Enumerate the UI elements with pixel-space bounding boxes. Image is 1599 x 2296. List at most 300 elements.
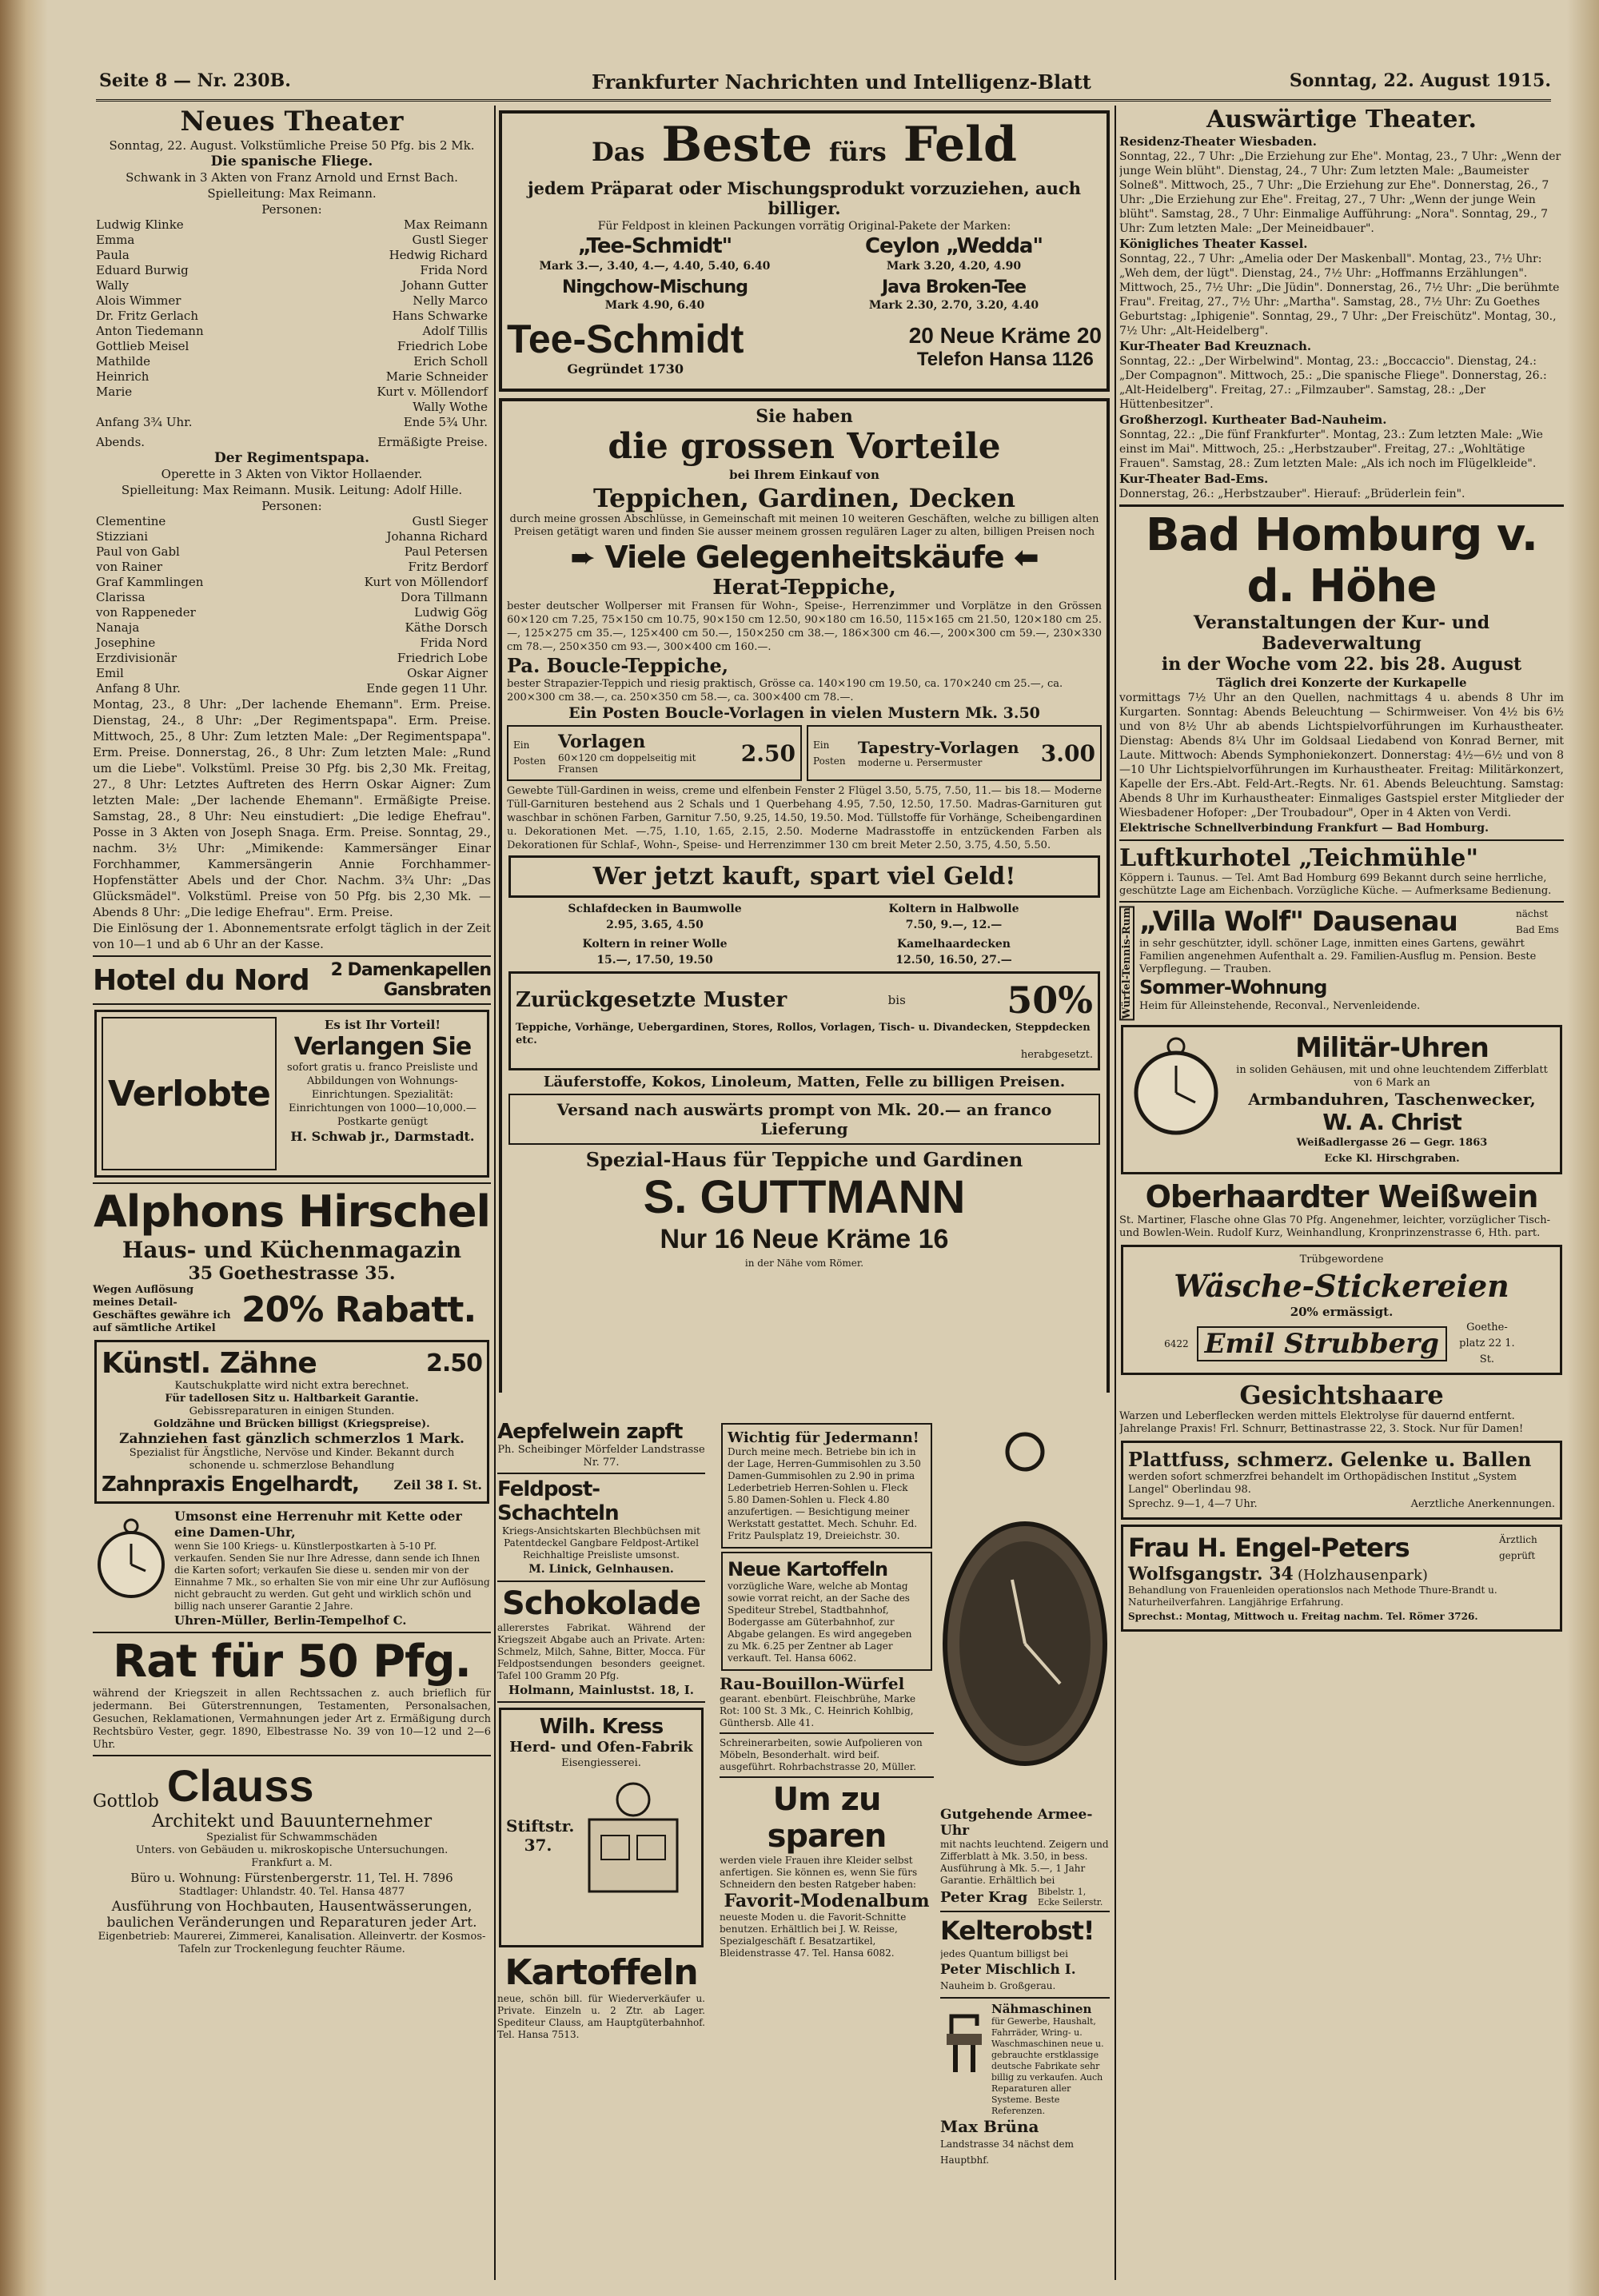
ad-subtitle: jedem Präparat oder Mischungsprodukt vorzuziehen, auch billiger.: [528, 178, 1081, 218]
cast-row: [93, 575, 491, 590]
ad-line: Heim für Alleinstehende, Reconval., Nervenleidende.: [1139, 1000, 1421, 1012]
actor-name: Ludwig Gög: [414, 605, 488, 620]
theater-head: Residenz-Theater Wiesbaden.: [1119, 134, 1317, 149]
ad-title: Tee-Schmidt: [507, 317, 744, 361]
ad-title: Clauss: [166, 1760, 314, 1811]
ad-line: Armbanduhren, Taschenwecker,: [1248, 1090, 1536, 1110]
ad-line: Zahnziehen fast gänzlich schmerzlos 1 Mark.: [119, 1431, 465, 1447]
ad-line: Frankfurt a. M.: [251, 1857, 333, 1869]
homburg-subtitle: Veranstaltungen der Kur- und Badeverwaltung: [1193, 612, 1490, 654]
homburg-week: in der Woche vom 22. bis 28. August: [1161, 654, 1522, 675]
offer-label: Ein Posten: [513, 739, 546, 767]
rat-title: Rat für 50 Pfg.: [113, 1636, 471, 1688]
role-name: Dr. Fritz Gerlach: [96, 309, 198, 323]
tapestry-offer: [807, 725, 1102, 781]
issue-date: Sonntag, 22. August 1915.: [1289, 70, 1551, 91]
ad-line: 20% ermässigt.: [1290, 1305, 1394, 1320]
role-name: Ludwig Klinke: [96, 217, 184, 232]
gardinen-prices: Gewebte Tüll-Gardinen in weiss, creme und elfenbein Fenster 2 Flügel 3.50, 5.75, 7.50, 11.— bis 18.— Moderne Tüll-Garnituren bestehend aus 2 Schals und 1 Querbehang 4.95, 7.50, 12.50, 17.50. Madras-Garnituren gut waschbar in schönen Farben, Garnitur 7.50, 9.25, 14.50, 19.50. Mod. Tüllstoffe für Vorhänge, Scheibengardinen u. Dekorationen Met. —.75, 1.10, 1.65, 2.15, 2.50. Moderne Madrasstoffe in entzückenden Farben als Dekorationen für Schlaf-, Wohn-, Speise- und Herrenzimmer 130 cm breit Meter 2.50, 3.75, 4.50, 5.50.: [507, 785, 1102, 851]
ad-ref: 6422: [1164, 1338, 1189, 1350]
column-middle-c: [940, 1420, 1110, 2280]
ad-line: bei Ihrem Einkauf von: [729, 468, 879, 482]
muster-title: Zurückgesetzte Muster: [516, 988, 788, 1012]
actor-name: Wally Wothe: [413, 400, 488, 414]
rabatt-text: 20% Rabatt.: [241, 1289, 477, 1330]
ad-line: Trübgewordene: [1299, 1254, 1384, 1266]
cast-row: [93, 544, 491, 560]
book-spine: [0, 0, 48, 2296]
cast-heading: Personen:: [261, 499, 322, 513]
blanket-name: Kamelhaardecken: [897, 938, 1011, 951]
ad-address: Ecke Kl. Hirschgraben.: [1324, 1153, 1460, 1166]
column-right: [1119, 106, 1564, 2280]
column-middle-a: [497, 1420, 705, 2280]
cast-row: [93, 263, 491, 278]
actor-name: Käthe Dorsch: [405, 620, 488, 635]
sewing-machine-icon: [940, 2002, 988, 2074]
muster-box: [508, 971, 1100, 1070]
ad-firm: Emil Strubberg: [1197, 1326, 1447, 1361]
favorit-title: Favorit-Modenalbum: [724, 1891, 930, 1911]
ad-line: Kautschukplatte wird nicht extra berechnet.: [174, 1380, 409, 1392]
kartoffeln-title: Kartoffeln: [504, 1952, 698, 1993]
ad-highlight: [507, 539, 1102, 576]
feldpost-firm: M. Linick, Gelnhausen.: [528, 1563, 674, 1576]
blanket-prices: 2.95, 3.65, 4.50: [606, 919, 704, 931]
role-name: Paula: [96, 248, 130, 262]
ad-hours: Sprechz. 9—1, 4—7 Uhr.: [1128, 1498, 1258, 1511]
theater-schedule: Donnerstag, 26.: „Herbstzauber". Hierauf: „Brüderlein fein".: [1119, 488, 1465, 500]
theater-schedule: Sonntag, 22.: „Der Wirbelwind". Montag, 23.: „Boccaccio". Dienstag, 24.: „Der Compagnon". Mittwoch, 25.: „Die spanische Fliege". Donnerstag, 26.: „Alt-Heidelberg". Freitag, 27.: „Filmzauber". Samstag, 28.: „Der Hüttenbesitzer".: [1119, 355, 1547, 411]
ad-title: S. GUTTMANN: [643, 1171, 966, 1223]
ad-title: Wichtig für Jedermann!: [728, 1429, 919, 1446]
ad-title: Hotel du Nord: [93, 963, 309, 997]
hirschel-note: Wegen Auflösung meines Detail-Geschäftes gewähre ich auf sämtliche Artikel: [93, 1284, 231, 1334]
ad-highlight-text: Viele Gelegenheitskäufe: [604, 540, 1004, 575]
ad-line: Eigenbetrieb: Maurerei, Zimmerei, Kanalisation. Alleinvertr. der Kosmos-Tafeln zur Trockenlegung feuchter Räume.: [98, 1931, 486, 1955]
ad-body: Behandlung von Frauenleiden operationslos nach Methode Thure-Brandt u. Naturheilverfahren. Langjährige Erfahrung.: [1128, 1584, 1497, 1608]
hotel-du-nord-ad: [93, 960, 491, 1000]
theater-schedule: Sonntag, 22.: „Die fünf Frankfurter". Montag, 23.: Zum letzten Male: „Wie einst im Mai". Mittwoch, 25.: „Herbstzauber". Freitag, 27.: „Wohltätige Frauen". Samstag, 28.: Zum letzten Male: „Als ich noch im Flügelkleide".: [1119, 429, 1543, 470]
subscription-note: Die Einlösung der 1. Abonnementsrate erfolgt täglich in der Zeit von 10—1 und ab 6 Uhr an der Kasse.: [93, 921, 491, 951]
villa-wolf-ad: [1119, 906, 1564, 1020]
homburg-title: Bad Homburg v. d. Höhe: [1145, 509, 1538, 612]
column-left: [93, 106, 491, 2280]
ad-note: Ärztlich geprüft: [1499, 1534, 1537, 1562]
ad-body: in sehr geschützter, idyll. schöner Lage, inmitten eines Gartens, gewährt Familien angenehmen Aufenthalt a. 29. Familien-Ausflug m. Pension. Beste Verpflegung. — Trauben.: [1139, 938, 1537, 975]
actor-name: Kurt v. Möllendorf: [377, 385, 488, 399]
product-prices: bester deutscher Wollperser mit Fransen für Wohn-, Speise-, Herrenzimmer und Vorplätze in den Grössen 60×120 cm 7.25, 75×150 cm 10.75, 90×150 cm 12.50, 90×180 cm 16.50, 115×165 cm 21.50, 120×180 cm 25.—, 125×275 cm 35.—, 125×400 cm 50.—, 150×250 cm 38.—, 186×300 cm 46.—, 200×300 cm 59.—, 230×330 cm 78.—, 250×350 cm 93.—, 300×400 cm 160.—.: [507, 600, 1102, 653]
actor-name: Hans Schwarke: [392, 309, 488, 323]
ad-phone: Telefon Hansa 1126: [916, 349, 1094, 370]
ad-address: Goethe-platz 22 1. St.: [1459, 1321, 1515, 1366]
armee-firm: Peter Krag: [940, 1888, 1028, 1906]
performance-line: Sonntag, 22. August. Volkstümliche Preise 50 Pfg. bis 2 Mk.: [109, 138, 475, 153]
ad-note: in der Nähe vom Römer.: [744, 1258, 864, 1269]
muster-bis: bis: [887, 993, 906, 1007]
cast-heading: Personen:: [261, 202, 322, 217]
ad-word: fürs: [828, 137, 887, 167]
weekly-schedule: Montag, 23., 8 Uhr: „Der lachende Ehemann". Erm. Preise. Dienstag, 24., 8 Uhr: „Der Regimentspapa". Erm. Preise. Mittwoch, 25., 8 Uhr: Zum letzten Male: „Der Regimentspapa". Erm. Preise. Donnerstag, 26., 8 Uhr: Zum letzten Male: „Rund um die Liebe". Volkstüml. Preise 30 Pfg. bis 2,30 Mk. Freitag, 27., 8 Uhr: Letztes Auftreten des Herrn Oskar Aigner: Zum letzten Male: „Der lachende Ehemann". Ermäßigte Preise. Samstag, 28., 8 Uhr: Neu einstudiert: „Die ledige Ehefrau". Posse in 3 Akten von Joseph Snaga. Erm. Preise. Sonntag, 29., nachm. 3½ Uhr: „Mimikende: Kammersänger Einar Forchhammer, Kammersängerin Annie Forchhammer-Hopfenstätter Abels und der Chor. Nachm. 3¾ Uhr: „Das Glücksmädel". Volkstüml. Preise von 50 Pfg. bis 2,30 Mk. — Abends 8 Uhr: „Die ledige Ehefrau". Erm. Preise.: [93, 697, 491, 919]
cast-row: [93, 666, 491, 681]
blanket-prices: 7.50, 9.—, 12.—: [905, 919, 1003, 931]
ad-subtitle: Architekt und Bauunternehmer: [151, 1812, 433, 1832]
actor-name: Johann Gutter: [401, 278, 488, 293]
blanket-prices: 15.—, 17.50, 19.50: [596, 954, 713, 967]
ad-line: Gebissreparaturen in einigen Stunden.: [189, 1405, 395, 1417]
role-name: Josephine: [96, 636, 156, 650]
homburg-bahn: Elektrische Schnellverbindung Frankfurt — Bad Homburg.: [1119, 822, 1489, 835]
sparen-body: werden viele Frauen ihre Kleider selbst anfertigen. Sie können es, wenn Sie fürs Schneidern den besten Ratgeber haben:: [720, 1855, 918, 1890]
ad-address: 20 Neue Kräme 20: [908, 323, 1102, 348]
oberhaardter-title: Oberhaardter Weißwein: [1145, 1179, 1538, 1215]
brand-prices: Mark 4.90, 6.40: [604, 299, 705, 312]
actor-name: Marie Schneider: [385, 369, 488, 384]
ad-sidebar: Würfel-Tennis-Rum: [1121, 907, 1133, 1019]
column-middle-b: [720, 1420, 934, 2280]
zaehne-ad: [94, 1340, 489, 1504]
ad-line: Läuferstoffe, Kokos, Linoleum, Matten, Felle zu billigen Preisen.: [543, 1074, 1066, 1090]
ad-line: Goldzähne und Brücken billigst (Kriegspreise).: [154, 1418, 430, 1430]
play-title: Die spanische Fliege.: [210, 153, 373, 169]
role-name: Emma: [96, 233, 135, 247]
feldpost-title: Feldpost-Schachteln: [497, 1477, 619, 1525]
kelter-body: jedes Quantum billigst bei: [940, 1948, 1068, 1959]
hirschel-subtitle: Haus- und Küchenmagazin: [122, 1237, 462, 1263]
cast-row: [93, 590, 491, 605]
role-name: Gottlieb Meisel: [96, 339, 189, 353]
ad-line: Ausführung von Hochbauten, Hausentwässerungen, baulichen Veränderungen und Reparaturen jeder Art.: [106, 1899, 477, 1931]
ad-title: Plattfuss, schmerz. Gelenke u. Ballen: [1128, 1448, 1532, 1472]
ad-headline: Verlangen Sie: [293, 1033, 472, 1061]
plattfuss-ad: [1121, 1441, 1562, 1520]
clauss-ad: [93, 1760, 491, 1956]
actor-name: Paul Petersen: [404, 544, 488, 559]
ad-line: Spezialist für Ängstliche, Nervöse und Kinder. Bekannt durch schonende u. schmerzlose Behandlung: [129, 1447, 455, 1472]
brand-prices: Mark 2.30, 2.70, 3.20, 4.40: [868, 299, 1039, 312]
arrow-right-icon: ➨: [570, 540, 596, 575]
brand-name: Ceylon „Wedda": [864, 234, 1043, 258]
start-time: Anfang 8 Uhr.: [96, 681, 181, 696]
brand-name: „Tee-Schmidt": [577, 234, 732, 258]
ad-line: Spezial-Haus für Teppiche und Gardinen: [585, 1148, 1023, 1171]
role-name: Clementine: [96, 514, 166, 528]
ad-hours: Sprechst.: Montag, Mittwoch u. Freitag nachm. Tel. Römer 3726.: [1128, 1611, 1478, 1623]
blanket-name: Schlafdecken in Baumwolle: [568, 903, 742, 915]
auswaertige-title: Auswärtige Theater.: [1206, 106, 1477, 134]
ad-subtitle: Herd- und Ofen-Fabrik: [509, 1739, 693, 1756]
ad-title: Wilh. Kress: [539, 1715, 664, 1739]
role-name: Alois Wimmer: [96, 293, 181, 308]
actor-name: Hedwig Richard: [389, 248, 488, 262]
actor-name: Johanna Richard: [386, 529, 488, 544]
ad-headline: Umsonst eine Herrenuhr mit Kette oder eine Damen-Uhr,: [174, 1509, 462, 1540]
militaer-uhren-ad: [1121, 1025, 1562, 1174]
role-name: Nanaja: [96, 620, 140, 635]
kress-ad: [499, 1708, 704, 1947]
naeh-body: für Gewerbe, Haushalt, Fahrräder, Wring- u. Waschmaschinen neue u. gebrauchte erstklassige deutsche Fabrikate sehr billig zu verkaufen. Auch Reparaturen aller Systeme. Beste Referenzen.: [991, 2016, 1104, 2116]
offer-price: 2.50: [740, 739, 796, 767]
ad-firstname: Gottlob: [93, 1792, 159, 1812]
ad-word: Feld: [903, 117, 1017, 173]
cast-row: [93, 324, 491, 339]
ad-firm: Zahnpraxis Engelhardt,: [102, 1473, 359, 1497]
cast-row: [93, 369, 491, 385]
role-name: Graf Kammlingen: [96, 575, 204, 589]
offer-title: Vorlagen: [558, 731, 646, 752]
ad-body: werden sofort schmerzfrei behandelt im Orthopädischen Institut „System Langel" Oberlindau 98.: [1128, 1471, 1517, 1497]
theater-head: Kur-Theater Bad Kreuznach.: [1119, 339, 1312, 353]
page-edge: [1567, 0, 1599, 2296]
vorlagen-offer: [507, 725, 802, 781]
ad-title: Neue Kartoffeln: [728, 1558, 888, 1580]
stove-icon: [573, 1772, 693, 1899]
homburg-daily: Täglich drei Konzerte der Kurkapelle: [1216, 676, 1467, 690]
naeh-firm: Max Brüna: [940, 2117, 1039, 2136]
cast-list: [93, 514, 491, 681]
ad-items: Teppichen, Gardinen, Decken: [592, 483, 1016, 513]
role-name: Marie: [96, 385, 133, 399]
sparen-title: Um zu sparen: [767, 1781, 887, 1855]
wichtig-ad: [721, 1423, 932, 1549]
role-name: Anton Tiedemann: [96, 324, 204, 338]
role-name: von Rappeneder: [96, 605, 196, 620]
pocket-watch-icon: [1128, 1032, 1224, 1136]
evening-label: Abends.: [96, 435, 146, 449]
theater-head: Großherzogl. Kurtheater Bad-Nauheim.: [1119, 413, 1387, 427]
armee-title: Gutgehende Armee-Uhr: [940, 1807, 1093, 1839]
theater-head: Kur-Theater Bad-Ems.: [1119, 472, 1269, 486]
ad-body: wenn Sie 100 Kriegs- u. Künstlerpostkarten à 5-10 Pf. verkaufen. Senden Sie nur Ihre Adresse, dann sende ich Ihnen die Karten sofort; verkaufen Sie diese u. senden mir von der Einnahme 7 Mk., so erhalten Sie von mir eine Uhr zur Auflösung nicht gebraucht zu werden. Gut geht und wirklich schön und billig nach unserer Garantie 2 Jahre.: [174, 1541, 490, 1612]
brand-name: Ningchow-Mischung: [562, 277, 748, 297]
role-name: Emil: [96, 666, 124, 680]
naeh-title: Nähmaschinen: [991, 2002, 1092, 2016]
schreiner-body: Schreinerarbeiten, sowie Aufpolieren von Möbeln, Besonderhalt. wird beif. ausgeführt. Rohrbachstrasse 20, Müller.: [720, 1737, 923, 1772]
arrow-left-icon: ⬅: [1013, 540, 1039, 575]
page-number: Seite 8 — Nr. 230B.: [99, 70, 291, 91]
actor-name: Erich Scholl: [413, 354, 488, 369]
cast-row: [93, 339, 491, 354]
brand-prices: Mark 3.—, 3.40, 4.—, 4.40, 5.40, 6.40: [539, 260, 771, 273]
actor-name: Adolf Tillis: [422, 324, 488, 338]
ad-line: Es ist Ihr Vorteil!: [324, 1018, 441, 1032]
blanket-name: Koltern in reiner Wolle: [582, 938, 728, 951]
ad-body: in soliden Gehäusen, mit und ohne leuchtendem Zifferblatt von 6 Mark an: [1236, 1064, 1548, 1090]
ad-firm: W. A. Christ: [1322, 1109, 1461, 1136]
actor-name: Gustl Sieger: [412, 233, 488, 247]
oberhaardter-body: St. Martiner, Flasche ohne Glas 70 Pfg. Angenehmer, leichter, vorzüglicher Tisch- und Bowlen-Wein. Rudolf Kurz, Weinhandlung, Kronprinzenstrasse 6, Hth. part.: [1119, 1214, 1550, 1240]
verlobte-ad: [94, 1010, 489, 1178]
end-time: Ende gegen 11 Uhr.: [366, 681, 488, 696]
muster-items: Teppiche, Vorhänge, Uebergardinen, Stores, Rollos, Vorlagen, Tisch- u. Divandecken, Steppdecken etc.: [516, 1022, 1091, 1046]
apfel-title: Aepfelwein zapft: [497, 1420, 683, 1444]
role-name: von Rainer: [96, 560, 163, 574]
role-name: Stizziani: [96, 529, 149, 544]
header-rule: [96, 99, 1551, 102]
apfel-body: Ph. Scheibinger Mörfelder Landstrasse Nr. 77.: [497, 1444, 705, 1469]
kelter-address: Nauheim b. Großgerau.: [940, 1980, 1056, 1991]
uhr-ad: [93, 1509, 491, 1628]
cast-row: [93, 529, 491, 544]
gesichtshaare-title: Gesichtshaare: [1239, 1380, 1444, 1411]
product-title: Herat-Teppiche,: [712, 576, 896, 600]
theater-schedule: Sonntag, 22., 7 Uhr: „Die Erziehung zur Ehe". Montag, 23., 7 Uhr: „Wenn der junge Wein blüht". Dienstag, 24., 7 Uhr: Zum letzten Male: „Baumeister Solneß". Mittwoch, 25., 7 Uhr: „Die Erziehung zur Ehe". Donnerstag, 26., 7 Uhr: „Die Erziehung zur Ehe". Freitag, 27., 7 Uhr: „Wenn der junge Wein blüht". Samstag, 28., 7 Uhr: Einmalige Aufführung: „Nora". Sonntag, 29., 7 Uhr: Zum letzten Male: „Der Meineidbauer".: [1119, 150, 1561, 235]
ad-address: Stiftstr. 37.: [506, 1816, 575, 1855]
ad-headline: die grossen Vorteile: [608, 426, 1001, 467]
rat-body: während der Kriegszeit in allen Rechtssachen z. auch brieflich für jedermann. Bei Güterstrennungen, Testamenten, Personalsachen, Gesuchen, Reklamationen, Vermahnungen jeder Art z. Ermäßigung durch Rechtsbüro Vester, gegr. 1890, Elbestrasse No. 39 von 10—12 und 2—6 Uhr.: [93, 1688, 491, 1751]
kelter-firm: Peter Mischlich I.: [940, 1962, 1076, 1978]
end-time: Ende 5¾ Uhr.: [403, 415, 488, 429]
ad-line: Gansbraten: [383, 980, 491, 1000]
kartoffeln-body: neue, schön bill. für Wiederverkäufer u. Private. Einzeln u. 2 Ztr. ab Lager. Spediteur Clauss, am Hauptgüterbahnhof. Tel. Hansa 7513.: [497, 1993, 705, 2040]
ad-line: Stadtlager: Uhlandstr. 40. Tel. Hansa 4877: [178, 1886, 405, 1898]
favorit-body: neueste Moden u. die Favorit-Schnitte benutzen. Erhältlich bei J. W. Reisse, Spezialgeschäft f. Besatzartikel, Bleidenstrasse 47. Tel. Hansa 6082.: [720, 1911, 907, 1959]
start-time: Anfang 3¾ Uhr.: [96, 415, 193, 429]
ad-line: Büro u. Wohnung: Fürstenbergerstr. 11, Tel. H. 7896: [130, 1871, 453, 1885]
blanket-prices: 12.50, 16.50, 27.—: [895, 954, 1012, 967]
offer-desc: 60×120 cm doppelseitig mit Fransen: [558, 752, 696, 775]
role-name: Mathilde: [96, 354, 151, 369]
ad-founded: Gegründet 1730: [567, 361, 684, 377]
role-name: Clarissa: [96, 590, 146, 604]
cast-row: [93, 385, 491, 400]
cast-row: [93, 620, 491, 636]
ad-address: Wolfsgangstr. 34: [1128, 1564, 1294, 1585]
role-name: Erzdivisionär: [96, 651, 177, 665]
ad-note: Aerztliche Anerkennungen.: [1410, 1498, 1555, 1511]
ad-firm: H. Schwab jr., Darmstadt.: [290, 1129, 475, 1144]
cast-row: [93, 354, 491, 369]
ad-line: Sie haben: [756, 406, 853, 427]
armee-address: Bibelstr. 1, Ecke Seilerstr.: [1038, 1887, 1103, 1907]
ad-title: Verlobte: [102, 1017, 277, 1170]
ad-body: Durch meine mech. Betriebe bin ich in der Lage, Herren-Gummisohlen zu 3.50 Damen-Gummisohlen zu 2.90 in prima Lederbetrieb Herren-Sohlen u. Fleck 5.80 Damen-Sohlen u. Fleck 4.80 anzufertigen. — Besichtigung meiner Werkstatt gestattet. Mech. Schuhr. Ed. Fritz Paulsplatz 19, Dreieichstr. 30.: [728, 1446, 921, 1541]
schokolade-firm: Holmann, Mainlustst. 18, I.: [508, 1683, 694, 1697]
shipping-box: Versand nach auswärts prompt von Mk. 20.— an franco Lieferung: [508, 1094, 1100, 1145]
cast-row: [93, 293, 491, 309]
ad-body: sofort gratis u. franco Preisliste und Abbildungen von Wohnungs-Einrichtungen. Spezialität: Einrichtungen von 1000—10,000.— Postkarte genügt: [287, 1062, 478, 1128]
ad-address: (Holzhausenpark): [1297, 1567, 1428, 1584]
performance-line: Schwank in 3 Akten von Franz Arnold und Ernst Bach.: [126, 170, 458, 185]
armee-body: mit nachts leuchtend. Zeigern und Zifferblatt à Mk. 3.50, in bess. Ausführung à Mk. 5.—, 1 Jahr Garantie. Erhältlich bei: [940, 1839, 1109, 1886]
role-name: Heinrich: [96, 369, 150, 384]
tee-schmidt-ad: [499, 110, 1110, 392]
ad-line: Unters. von Gebäuden u. mikroskopische Untersuchungen.: [135, 1844, 449, 1856]
role-name: Wally: [96, 278, 130, 293]
ad-address: Weißadlergasse 26 — Gegr. 1863: [1296, 1137, 1488, 1150]
actor-name: Nelly Marco: [413, 293, 488, 308]
ad-address: Nur 16 Neue Kräme 16: [660, 1224, 949, 1254]
column-middle: [497, 106, 1111, 1393]
performance-line: Spielleitung: Max Reimann.: [207, 186, 377, 201]
ad-title: Militär-Uhren: [1295, 1032, 1489, 1065]
actor-name: Gustl Sieger: [412, 514, 488, 528]
ad-address: Zeil 38 I. St.: [393, 1477, 482, 1493]
cast-row: [93, 560, 491, 575]
ad-title: Künstl. Zähne: [102, 1347, 317, 1380]
performance-line: Operette in 3 Akten von Viktor Hollaender.: [161, 467, 423, 481]
waesche-ad: [1121, 1245, 1562, 1375]
bouillon-title: Rau-Bouillon-Würfel: [720, 1674, 905, 1693]
ad-line: Eisengiesserei.: [561, 1757, 641, 1769]
column-separator: [494, 106, 496, 2280]
product-prices: bester Strapazier-Teppich und riesig praktisch, Grösse ca. 140×190 cm 19.50, ca. 170×240 cm 25.—, ca. 200×300 cm 38.—, ca. 250×350 cm 58.—, ca. 300×400 cm 78.—.: [507, 678, 1063, 704]
blanket-name: Koltern in Halbwolle: [888, 903, 1019, 915]
ad-body: durch meine grossen Abschlüsse, in Gemeinschaft mit meinen 10 weiteren Geschäften, welche zu billigen alten Preisen getätigt waren und finden Sie ausser meinem grossen regulären Lager zu alten, billigen Preisen noch: [509, 513, 1099, 538]
cast-row: [93, 309, 491, 324]
gesichtshaare-body: Warzen und Leberflecken werden mittels Elektrolyse für dauernd entfernt. Jahrelange Praxis! Frl. Schnurr, Bettinastrasse 22, 3. Stock. Nur für Damen!: [1119, 1410, 1524, 1436]
pocket-watch-icon: [940, 1420, 1110, 1804]
cast-row: [93, 514, 491, 529]
hirschel-title: Alphons Hirschel: [94, 1186, 490, 1237]
theater-schedule: Sonntag, 22., 7 Uhr: „Amelia oder Der Maskenball". Montag, 23., 7½ Uhr: „Weh dem, der lügt". Dienstag, 24., 7½ Uhr: „Hoffmanns Erzählungen". Mittwoch, 25., 7½ Uhr: „Die Jüdin". Donnerstag, 26., 7½ Uhr: „Die berühmte Frau". Freitag, 27., 7½ Uhr: „Martha". Samstag, 28., 7½ Uhr: Zu Goethes Geburtstag: „Iphigenie". Sonntag, 29., 7 Uhr: „Der Freischütz". Montag, 30., 7½ Uhr: „Alt-Heidelberg".: [1119, 253, 1560, 337]
offer-price: 3.00: [1040, 739, 1095, 767]
ad-body: vorzügliche Ware, welche ab Montag sowie vorrat reicht, an der Sache des Spediteur Strebel, Stadtbahnhof, Bodergasse am Güterbahnhof, zur Abgabe gelangen. Es wird angegeben zu Mk. 6.25 per Zentner ab Lager verkauft. Tel. Hansa 6062.: [728, 1580, 912, 1664]
bouillon-body: gearant. ebenbürt. Fleischbrühe, Marke Rot: 100 St. 3 Mk., C. Heinrich Kohlbig, Günthersb. Alle 41.: [720, 1693, 916, 1728]
performance-line: Spielleitung: Max Reimann. Musik. Leitung: Adolf Hille.: [121, 483, 463, 497]
divider: [93, 955, 491, 957]
cast-row: [93, 278, 491, 293]
ad-title: Frau H. Engel-Peters: [1128, 1533, 1410, 1564]
offer-label: Ein Posten: [813, 739, 846, 767]
pocket-watch-icon: [93, 1509, 169, 1604]
cast-row: [93, 400, 491, 415]
brand-prices: Mark 3.20, 4.20, 4.90: [886, 260, 1022, 273]
kelter-title: Kelterobst!: [940, 1915, 1095, 1946]
ad-firm: Uhren-Müller, Berlin-Tempelhof C.: [174, 1613, 407, 1628]
naeh-address: Landstrasse 34 nächst dem Hauptbhf.: [940, 2139, 1075, 2166]
role-name: Eduard Burwig: [96, 263, 189, 277]
ad-title: Wäsche-Stickereien: [1174, 1268, 1509, 1305]
offer-desc: moderne u. Persermuster: [858, 757, 983, 768]
role-name: Paul von Gabl: [96, 544, 180, 559]
muster-percent: 50%: [1007, 979, 1093, 1022]
neue-kartoffeln-ad: [721, 1552, 932, 1671]
actor-name: Max Reimann: [404, 217, 488, 232]
cast-row: [93, 217, 491, 233]
muster-note: herabgesetzt.: [1020, 1049, 1093, 1061]
ad-line: Spezialist für Schwammschäden: [205, 1832, 378, 1844]
ad-line: Für Feldpost in kleinen Packungen vorrätig Original-Pakete der Marken:: [597, 220, 1011, 233]
slogan-box: Wer jetzt kauft, spart viel Geld!: [508, 855, 1100, 898]
offer-title: Tapestry-Vorlagen: [858, 738, 1019, 757]
engel-peters-ad: [1121, 1525, 1562, 1632]
actor-name: Kurt von Möllendorf: [364, 575, 488, 589]
cast-row: [93, 248, 491, 263]
cast-list: [93, 217, 491, 415]
ad-title: „Villa Wolf" Dausenau: [1139, 906, 1457, 938]
brand-name: Java Broken-Tee: [881, 277, 1027, 297]
ad-word: Beste: [661, 117, 812, 173]
ad-line: Sommer-Wohnung: [1139, 976, 1327, 999]
ad-note: nächst Bad Ems: [1516, 908, 1559, 935]
homburg-body: vormittags 7½ Uhr an den Quellen, nachmittags 4 u. abends 8 Uhr im Kurgarten. Sonntag: Abends Beleuchtung — Schirmweiser. Von 4½ bis 6½ und von 8½ Uhr ab abends Lichtspielvorführungen im Kurhaustheater. Dienstag: Abends 8¼ Uhr im Goldsaal Liedabend von Konrad Berner, mit Laute. Mittwoch: Abends Symphoniekonzert. Donnerstag: 4½—6½ und von 8—10 Uhr Lichtspielvorführungen im Kurhaustheater. Freitag: Militärkonzert, Kapelle der Ers.-Abt. Feld-Art.-Regts. Nr. 61. Abends Beleuchtung. Samstag: Abends 8 Uhr im Kurhaustheater: Einmaliges Gastspiel erster Mitglieder der Wiesbadener Hofoper: „Der Troubadour", Oper in 4 Akten von Verdi.: [1119, 692, 1564, 819]
actor-name: Frida Nord: [420, 636, 488, 650]
ad-price: 2.50: [425, 1349, 482, 1377]
play-title: Der Regimentspapa.: [213, 450, 370, 466]
guttmann-ad: [499, 398, 1110, 1393]
product-title: Pa. Boucle-Teppiche,: [507, 654, 729, 677]
schokolade-body: allererstes Fabrikat. Während der Kriegszeit Abgabe auch an Private. Arten: Schmelz, Milch, Sahne, Bitter, Mocca. Für Feldpostsendungen besonders geeignet. Tafel 100 Gramm 20 Pfg.: [497, 1622, 705, 1681]
ad-word: Das: [592, 137, 645, 167]
actor-name: Dora Tillmann: [401, 590, 488, 604]
schokolade-title: Schokolade: [502, 1585, 700, 1622]
column-separator: [1115, 106, 1116, 2280]
product-line: Ein Posten Boucle-Vorlagen in vielen Mustern Mk. 3.50: [568, 704, 1040, 722]
cast-row: [93, 636, 491, 651]
actor-name: Friedrich Lobe: [397, 339, 488, 353]
cast-row: [93, 651, 491, 666]
